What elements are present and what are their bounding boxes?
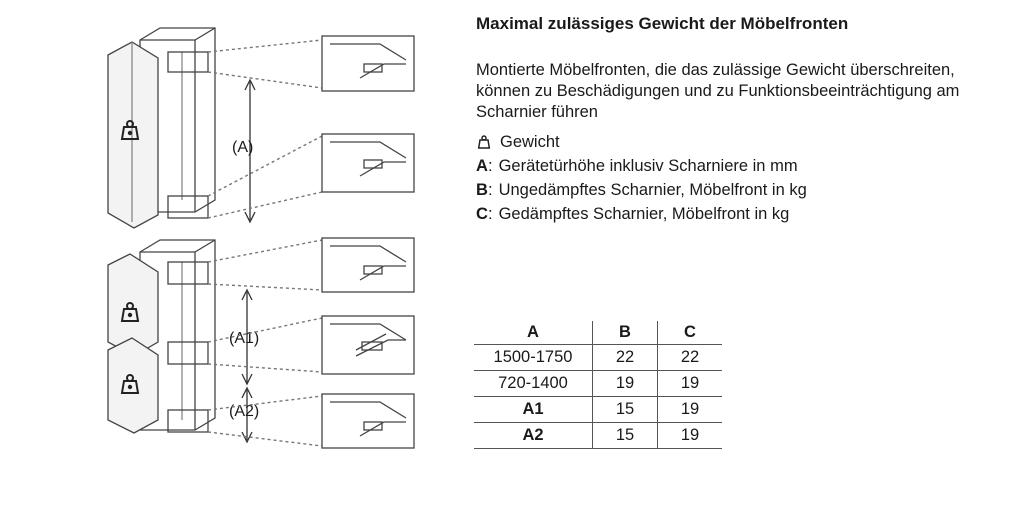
cell-c: 19 [658, 397, 723, 423]
cell-b: 15 [593, 397, 658, 423]
cell-a: 720-1400 [474, 371, 593, 397]
hinge-detail-4 [322, 316, 414, 374]
furniture-front [108, 42, 158, 228]
legend-key: C [476, 205, 488, 223]
label-a2: (A2) [229, 403, 260, 420]
weight-icon [476, 134, 492, 150]
double-door-appliance [108, 240, 215, 433]
hinge-detail-2 [322, 134, 414, 192]
cell-c: 19 [658, 423, 723, 449]
installation-diagram [0, 0, 460, 530]
cell-b: 19 [593, 371, 658, 397]
furniture-front-lower [108, 338, 158, 433]
legend-text: Gedämpftes Scharnier, Möbelfront in kg [498, 205, 790, 223]
cell-a: A2 [474, 423, 593, 449]
legend-item-weight [476, 130, 807, 154]
legend-key: B [476, 181, 488, 199]
legend-separator: : [488, 181, 493, 199]
legend-text: Gerätetürhöhe inklusiv Scharniere in mm [498, 157, 798, 175]
cell-c: 19 [658, 371, 723, 397]
legend-item-a [476, 154, 807, 178]
table-row [474, 423, 722, 449]
cell-b: 22 [593, 345, 658, 371]
table-row [474, 397, 722, 423]
table-header-row [474, 321, 722, 345]
page-title: Maximal zulässiges Gewicht der Möbelfronten [476, 14, 849, 33]
column-header-a: A [474, 321, 593, 345]
legend-item-b [476, 178, 807, 202]
weight-table [474, 321, 722, 449]
hinge-detail-1 [322, 36, 414, 91]
legend-text: Gewicht [500, 133, 560, 151]
cell-a: 1500-1750 [474, 345, 593, 371]
label-a: (A) [232, 139, 254, 156]
hinge-detail-5 [322, 394, 414, 448]
legend-separator: : [488, 157, 493, 175]
description: Montierte Möbelfronten, die das zulässige Gewicht überschreiten, können zu Beschädigungen und zu Funktionsbeeinträchtigung am Scharnier führen [476, 61, 960, 121]
table-row [474, 345, 722, 371]
legend-separator: : [488, 205, 493, 223]
table-row [474, 371, 722, 397]
hinge-detail-3 [322, 238, 414, 292]
cell-c: 22 [658, 345, 723, 371]
legend-key: A [476, 157, 488, 175]
legend [476, 130, 807, 226]
cell-a: A1 [474, 397, 593, 423]
column-header-b: B [593, 321, 658, 345]
cell-b: 15 [593, 423, 658, 449]
column-header-c: C [658, 321, 723, 345]
label-a1: (A1) [229, 330, 260, 347]
legend-text: Ungedämpftes Scharnier, Möbelfront in kg [498, 181, 807, 199]
legend-item-c [476, 202, 807, 226]
